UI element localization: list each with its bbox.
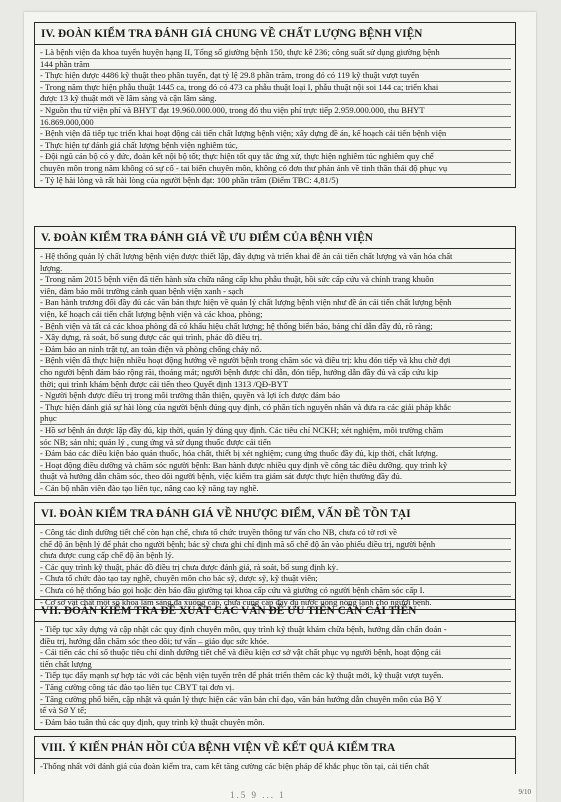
section-hospital-feedback: [34, 736, 516, 774]
text-line: - Các quy trình kỹ thuật, phác đồ điều trị chưa được đánh giá, rà soát, bổ sung định kỳ.: [40, 562, 511, 574]
text-line: - Xây dựng, rà soát, bổ sung được các qui trình, phác đồ điều trị.: [40, 332, 511, 344]
text-line: -Thống nhất với đánh giá của đoàn kiểm tra, cam kết tăng cường các biện pháp để khắc phục tồn tại, cải tiến chất: [40, 761, 511, 772]
text-line: - Nguồn thu từ viện phí và BHYT đạt 19.960.000.000, trong đó thu viện phí trực tiếp 2.959.000.000, thu BHYT: [40, 105, 511, 117]
text-line: chuyên môn trong năm không có sự cố - tai biến chuyên môn, không có đơn thư phản ánh về tinh thần thái độ phục vụ: [40, 163, 511, 175]
text-line: - Tăng cường công tác đào tạo liên tục CBYT tại đơn vị.: [40, 682, 511, 694]
text-line: - Người bệnh được điều trị trong môi trường thân thiện, quyền và lợi ích được đảm bảo: [40, 390, 511, 402]
text-line: - Đảm bảo an ninh trật tự, an toàn điện và phòng chống cháy nổ.: [40, 344, 511, 356]
section-heading: IV. ĐOÀN KIỂM TRA ĐÁNH GIÁ CHUNG VỀ CHẤT LƯỢNG BỆNH VIỆN: [35, 23, 515, 45]
text-line: - Trong năm thực hiện phẫu thuật 1445 ca, trong đó có 473 ca phẫu thuật loại I, phẫu thuật nội soi 144 ca; triển khai: [40, 82, 511, 94]
section-weaknesses: [34, 502, 516, 610]
section-body: [35, 45, 515, 187]
text-line: - Thực hiện tự đánh giá chất lượng bệnh viện nghiêm túc,: [40, 140, 511, 152]
text-line: phục: [40, 413, 511, 425]
text-line: - Tiếp tục đẩy mạnh sự hợp tác với các bệnh viện tuyến trên để phát triển thêm các kỹ thuật mới, kỹ thuật vượt tuyến.: [40, 670, 511, 682]
text-line: - Tỷ lệ hài lòng và rất hài lòng của người bệnh đạt: 100 phần trăm (Điểm TBC: 4,81/5): [40, 175, 511, 186]
text-line: viên, đảm bảo môi trường cảnh quan bệnh viện xanh - sạch: [40, 286, 511, 298]
text-line: - Thực hiện đánh giá sự hài lòng của người bệnh đúng quy định, có phân tích nguyên nhân và đưa ra các giải pháp khắc: [40, 402, 511, 414]
text-line: điều trị, hướng dẫn chăm sóc theo dõi; tư vấn – giáo dục sức khỏe.: [40, 636, 511, 648]
text-line: - Công tác dinh dưỡng tiết chế còn hạn chế, chưa tổ chức truyền thông tư vấn cho NB, chưa có tờ rơi về: [40, 527, 511, 539]
text-line: viện, kế hoạch cải tiến chất lượng bệnh viện và các khoa, phòng;: [40, 309, 511, 321]
text-line: - Chưa tổ chức đào tạo tay nghề, chuyên môn cho bác sỹ, dược sỹ, kỹ thuật viên;: [40, 573, 511, 585]
section-body: [35, 759, 515, 774]
text-line: - Cơ sở vật chất một số khoa lâm sàng đã xuống cấp, chưa cung cấp đầy đủ nước uống nóng lạnh cho người bệnh.: [40, 597, 511, 608]
text-line: - Tiếp tục xây dựng và cập nhật các quy định chuyên môn, quy trình kỹ thuật khám chữa bệnh, hướng dẫn chẩn đoán -: [40, 624, 511, 636]
text-line: - Hệ thống quản lý chất lượng bệnh viện được thiết lập, đây dựng và triển khai đề án cải tiến chất lượng và văn hóa chất: [40, 251, 511, 263]
text-line: tiến chất lượng: [40, 659, 511, 671]
text-line: - Cải tiến các chỉ số thuộc tiêu chí dinh dưỡng tiết chế và điều kiện cơ sở vật chất phục vụ người bệnh, hoạt động cải: [40, 647, 511, 659]
text-line: - Bệnh viện đã tiếp tục triển khai hoạt động cải tiến chất lượng bệnh viện; xây dựng đề án, kế hoạch cải tiến bệnh viện: [40, 128, 511, 140]
text-line: - Đội ngũ cán bộ có y đức, đoàn kết nội bộ tốt; thực hiện tốt quy tắc ứng xử, thực hiện nghiêm túc nghiêm quy chế: [40, 151, 511, 163]
text-line: - Hoạt động điều dưỡng và chăm sóc người bệnh: Ban hành được nhiều quy định về công tác điều dưỡng. quy trình kỹ: [40, 460, 511, 472]
section-priority-improvements: [34, 599, 516, 730]
text-line: được 13 kỹ thuật mới về lâm sàng và cận lâm sàng.: [40, 93, 511, 105]
section-strengths: [34, 226, 516, 496]
section-heading: V. ĐOÀN KIỂM TRA ĐÁNH GIÁ VỀ ƯU ĐIỂM CỦA BỆNH VIỆN: [35, 227, 515, 249]
section-body: [35, 622, 515, 729]
text-line: - Thực hiện được 4486 kỹ thuật theo phân tuyến, đạt tỷ lệ 29.8 phần trăm, trong đó có 119 kỹ thuật vượt tuyến: [40, 70, 511, 82]
text-line: lượng.: [40, 263, 511, 275]
text-line: - Trong năm 2015 bệnh viện đã tiến hành sửa chữa nâng cấp khu phẫu thuật, hồi sức cấp cứu và chỉnh trang khuôn: [40, 274, 511, 286]
text-line: - Hồ sơ bệnh án được lập đầy đủ, kịp thời, quản lý đúng quy định. Các tiêu chí NCKH; xét nghiệm, môi trường chăm: [40, 425, 511, 437]
text-line: - Cán bộ nhân viên đào tạo liên tục, nâng cao kỹ năng tay nghề.: [40, 483, 511, 494]
section-heading: VIII. Ý KIẾN PHẢN HỒI CỦA BỆNH VIỆN VỀ KẾT QUẢ KIỂM TRA: [35, 737, 515, 759]
text-line: tế và Sở Y tế;: [40, 705, 511, 717]
section-general-assessment: [34, 22, 516, 188]
handwritten-mark: 1.5 9 ... 1: [230, 790, 286, 800]
text-line: - Đảm bảo tuân thủ các quy định, quy trình kỹ thuật chuyên môn.: [40, 717, 511, 728]
section-heading: VI. ĐOÀN KIỂM TRA ĐÁNH GIÁ VỀ NHƯỢC ĐIỂM, VẤN ĐỀ TỒN TẠI: [35, 503, 515, 525]
section-heading: VII. ĐOÀN KIỂM TRA ĐỀ XUẤT CÁC VẤN ĐỀ ƯU TIÊN CẦN CẢI TIẾN: [35, 600, 515, 622]
text-line: 144 phần trăm: [40, 59, 511, 71]
text-line: 16.869.000,000: [40, 117, 511, 129]
text-line: - Bệnh viện đã thực hiện nhiều hoạt động hướng về người bệnh trong chăm sóc và điều trị: khu đón tiếp và khu chờ đợi: [40, 355, 511, 367]
text-line: - Tăng cường phổ biến, cập nhật và quản lý thực hiện các văn bản chỉ đạo, văn bản hướng dẫn chuyên môn của Bộ Y: [40, 694, 511, 706]
text-line: cho người bệnh đảm bảo rộng rãi, thoáng mát; người bệnh được chỉ dẫn, đón tiếp, hướng dẫn đầy đủ và cấp cứu kịp: [40, 367, 511, 379]
text-line: - Đảm bảo các điều kiện bảo quản thuốc, hóa chất, thiết bị xét nghiệm; cung ứng thuốc đầy đủ, kịp thời, chất lượng.: [40, 448, 511, 460]
text-line: chưa được cung cấp chế độ ăn bệnh lý.: [40, 550, 511, 562]
text-line: - Ban hành trương đối đầy đủ các văn bản thực hiện về quản lý chất lượng bệnh viện như đề án cải tiến chất lượng bệnh: [40, 297, 511, 309]
text-line: - Chưa có hệ thống báo gọi hoặc đèn báo đầu giường tại khoa cấp cứu và giường có người bệnh chăm sóc cấp I.: [40, 585, 511, 597]
text-line: - Là bệnh viện đa khoa tuyến huyện hạng II, Tổng số giường bệnh 150, thực kê 236; công suất sử dụng giường bệnh: [40, 47, 511, 59]
text-line: thời; qui trình khám bệnh được cải tiến theo Quyết định 1313 /QĐ-BYT: [40, 379, 511, 391]
page-number: 9/10: [519, 788, 531, 796]
text-line: chế độ ăn bệnh lý để phát cho người bệnh; bác sỹ chưa ghi chỉ định mã số chế độ ăn vào phiếu điều trị, người bệnh: [40, 539, 511, 551]
text-line: thuật và hướng dẫn chăm sóc, theo dõi người bệnh, việc kiểm tra giám sát được thực hiện thường đầy đủ.: [40, 471, 511, 483]
text-line: - Bệnh viện và tất cả các khoa phòng đã có khẩu hiệu chất lượng; hệ thống biển báo, bảng chỉ dẫn đầy đủ, rõ ràng;: [40, 321, 511, 333]
section-body: [35, 249, 515, 495]
text-line: sóc NB; sản nhi; quản lý , cung ứng và sử dụng thuốc được cải tiến: [40, 437, 511, 449]
section-body: [35, 525, 515, 609]
